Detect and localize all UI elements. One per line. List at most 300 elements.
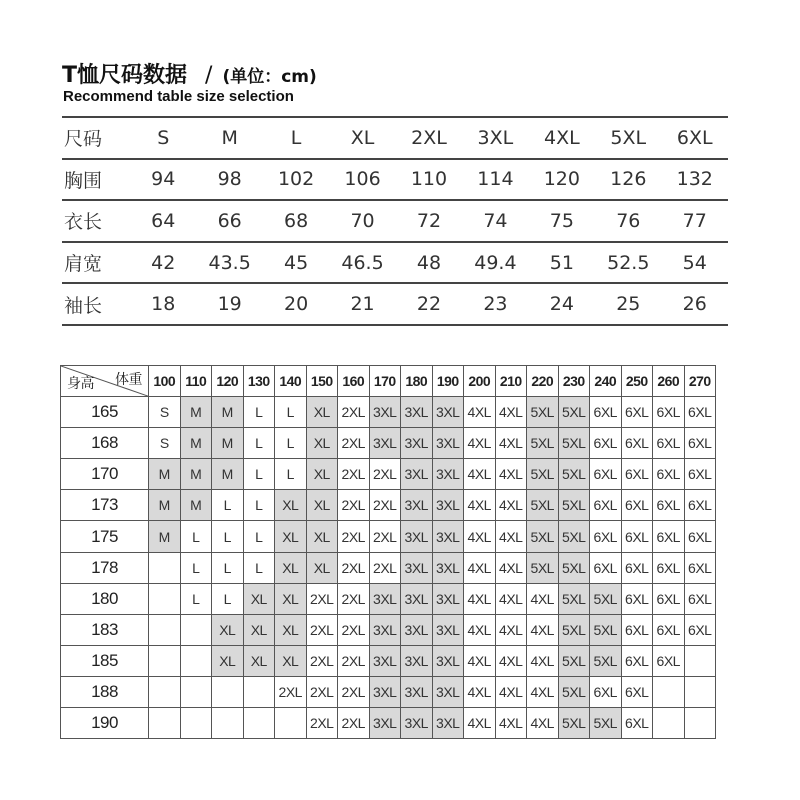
weight-header-cell: 260 [653,366,685,397]
recommended-size-cell: 4XL [527,614,559,645]
height-row [61,428,716,459]
recommended-size-cell: 2XL [369,459,401,490]
recommended-size-cell: L [212,521,244,552]
recommended-size-cell: L [243,397,275,428]
recommended-size-cell: L [275,397,307,428]
size-cell: 23 [462,283,528,325]
recommended-size-cell: 6XL [621,614,653,645]
size-cell: 77 [662,200,729,242]
size-header-cell: 3XL [462,117,528,159]
recommended-size-cell [275,708,307,739]
size-cell: 49.4 [462,242,528,284]
recommended-size-cell: L [212,490,244,521]
height-row [61,397,716,428]
recommended-size-cell: 3XL [369,397,401,428]
recommended-size-cell [149,552,181,583]
recommended-size-cell: 6XL [653,459,685,490]
recommended-size-cell: 6XL [590,490,622,521]
subtitle: Recommend table size selection [63,88,294,105]
recommended-size-cell: 5XL [558,428,590,459]
recommended-size-cell: 3XL [401,583,433,614]
recommended-size-cell: 6XL [621,490,653,521]
recommended-size-cell: L [243,552,275,583]
recommended-size-cell [180,708,212,739]
weight-header-cell: 210 [495,366,527,397]
height-row [61,708,716,739]
size-spec-table [62,116,728,326]
recommended-size-cell: L [275,428,307,459]
size-cell: 64 [130,200,196,242]
height-label: 183 [61,614,149,645]
size-cell: 21 [329,283,395,325]
height-label: 180 [61,583,149,614]
recommended-size-cell: L [180,521,212,552]
recommended-size-cell: M [180,428,212,459]
size-row-label: 衣长 [62,200,130,242]
recommended-size-cell: 2XL [338,552,370,583]
recommended-size-cell: 3XL [432,676,464,707]
recommended-size-cell: 6XL [653,614,685,645]
recommended-size-cell: 6XL [684,552,716,583]
recommended-size-cell: 6XL [684,490,716,521]
recommended-size-cell: 6XL [684,614,716,645]
recommended-size-cell: 4XL [495,708,527,739]
recommended-size-cell [180,614,212,645]
recommended-size-cell: XL [212,614,244,645]
size-header-cell: 5XL [595,117,661,159]
recommended-size-cell: XL [275,552,307,583]
recommended-size-cell: 6XL [653,397,685,428]
recommended-size-cell: XL [212,645,244,676]
height-label: 185 [61,645,149,676]
recommended-size-cell: 3XL [432,490,464,521]
size-header-cell: S [130,117,196,159]
height-label: 168 [61,428,149,459]
size-cell: 75 [529,200,595,242]
recommended-size-cell: 3XL [401,645,433,676]
recommended-size-cell: 2XL [306,645,338,676]
recommended-size-cell: 2XL [338,459,370,490]
weight-header-cell: 130 [243,366,275,397]
size-cell: 22 [396,283,462,325]
recommended-size-cell: 6XL [621,397,653,428]
recommended-size-cell: 6XL [653,428,685,459]
recommended-size-cell: XL [275,645,307,676]
recommended-size-cell: 6XL [590,676,622,707]
recommended-size-cell: 2XL [338,428,370,459]
recommended-size-cell: 6XL [621,521,653,552]
recommended-size-cell: 2XL [338,614,370,645]
size-cell: 98 [196,159,262,201]
recommended-size-cell: 4XL [527,645,559,676]
recommended-size-cell: 6XL [653,490,685,521]
weight-header-cell: 180 [401,366,433,397]
corner-cell [61,366,149,397]
recommended-size-cell: 3XL [432,397,464,428]
height-row [61,521,716,552]
size-header-cell: 2XL [396,117,462,159]
title-text: T恤尺码数据 [62,63,188,88]
recommended-size-cell: XL [306,552,338,583]
recommended-size-cell [180,645,212,676]
recommended-size-cell: 5XL [558,459,590,490]
recommended-size-cell: 3XL [401,428,433,459]
recommended-size-cell: 5XL [590,614,622,645]
recommended-size-cell: 4XL [464,428,496,459]
recommended-size-cell: 5XL [558,490,590,521]
recommended-size-cell: 4XL [464,521,496,552]
size-cell: 106 [329,159,395,201]
recommended-size-cell [149,614,181,645]
recommended-size-cell [149,645,181,676]
size-cell: 110 [396,159,462,201]
recommended-size-cell: 3XL [401,397,433,428]
recommended-size-cell: XL [306,397,338,428]
size-cell: 18 [130,283,196,325]
recommended-size-cell: 4XL [527,676,559,707]
recommended-size-cell: 2XL [369,552,401,583]
size-cell: 74 [462,200,528,242]
height-row [61,645,716,676]
recommended-size-cell: XL [243,614,275,645]
recommended-size-cell: 2XL [306,614,338,645]
recommended-size-cell: M [149,490,181,521]
recommended-size-cell: 4XL [464,614,496,645]
recommended-size-cell: M [149,521,181,552]
size-cell: 132 [662,159,729,201]
recommended-size-cell: 6XL [590,521,622,552]
recommended-size-cell: 5XL [527,459,559,490]
recommended-size-cell: 4XL [495,397,527,428]
recommended-size-cell: 2XL [338,397,370,428]
recommended-size-cell [149,708,181,739]
recommended-size-cell: XL [275,490,307,521]
recommended-size-cell: 3XL [369,583,401,614]
recommended-size-cell: L [212,552,244,583]
recommended-size-cell: 3XL [401,552,433,583]
weight-header-cell: 100 [149,366,181,397]
weight-header-cell: 270 [684,366,716,397]
recommended-size-cell: 3XL [432,645,464,676]
size-cell: 42 [130,242,196,284]
recommended-size-cell: 2XL [306,676,338,707]
size-header-cell: XL [329,117,395,159]
recommended-size-cell: 6XL [621,583,653,614]
recommended-size-cell [212,676,244,707]
weight-header-cell: 200 [464,366,496,397]
recommended-size-cell: 3XL [401,490,433,521]
recommended-size-cell: 2XL [306,708,338,739]
size-cell: 54 [662,242,729,284]
recommended-size-cell: 3XL [369,645,401,676]
page-title [62,58,317,89]
recommended-size-cell: XL [275,614,307,645]
height-label: 178 [61,552,149,583]
recommended-size-cell: L [212,583,244,614]
size-cell: 70 [329,200,395,242]
recommended-size-cell: L [243,428,275,459]
recommended-size-cell: 2XL [338,583,370,614]
weight-header-cell: 140 [275,366,307,397]
recommended-size-cell: 4XL [464,676,496,707]
recommended-size-cell: 3XL [369,708,401,739]
weight-header-cell: 150 [306,366,338,397]
recommended-size-cell: 6XL [684,428,716,459]
size-cell: 72 [396,200,462,242]
recommended-size-cell: 3XL [401,459,433,490]
recommended-size-cell: M [180,490,212,521]
recommended-size-cell: 6XL [684,459,716,490]
recommended-size-cell: 4XL [495,583,527,614]
recommended-size-cell: 6XL [621,428,653,459]
recommended-size-cell: 6XL [621,552,653,583]
recommended-size-cell: 6XL [653,583,685,614]
recommended-size-cell: 5XL [590,583,622,614]
recommended-size-cell: S [149,397,181,428]
recommended-size-cell: 3XL [432,428,464,459]
recommended-size-cell: 5XL [558,397,590,428]
size-cell: 26 [662,283,729,325]
recommended-size-cell [149,676,181,707]
recommended-size-cell: 5XL [590,645,622,676]
recommended-size-cell: 3XL [369,428,401,459]
recommended-size-cell: 5XL [558,521,590,552]
recommended-size-cell: 4XL [464,583,496,614]
size-cell: 102 [263,159,329,201]
size-recommendation-table [60,365,716,739]
recommended-size-cell: L [180,552,212,583]
recommended-size-cell: 2XL [338,676,370,707]
height-label: 190 [61,708,149,739]
recommended-size-cell: 3XL [432,583,464,614]
recommended-size-cell: 6XL [621,459,653,490]
recommended-size-cell: 5XL [558,614,590,645]
recommended-size-cell: 5XL [527,490,559,521]
height-row [61,552,716,583]
recommended-size-cell: 6XL [684,397,716,428]
recommended-size-cell: 6XL [590,552,622,583]
size-cell: 25 [595,283,661,325]
recommended-size-cell [243,676,275,707]
weight-header-cell: 250 [621,366,653,397]
recommended-size-cell: 6XL [590,459,622,490]
recommended-size-cell: 6XL [653,552,685,583]
size-cell: 43.5 [196,242,262,284]
recommended-size-cell: XL [275,521,307,552]
height-row [61,614,716,645]
recommended-size-cell: 6XL [653,645,685,676]
height-label: 175 [61,521,149,552]
recommended-size-cell: 4XL [464,552,496,583]
recommended-size-cell: 2XL [338,521,370,552]
recommended-size-cell: 5XL [590,708,622,739]
height-label: 173 [61,490,149,521]
unit-label: (单位：cm) [222,67,317,87]
recommended-size-cell: 3XL [401,676,433,707]
recommended-size-cell: XL [306,490,338,521]
recommended-size-cell: 3XL [432,552,464,583]
recommended-size-cell: 6XL [653,521,685,552]
weight-header-cell: 230 [558,366,590,397]
recommended-size-cell: 4XL [495,428,527,459]
size-row-label: 胸围 [62,159,130,201]
recommended-size-cell: 4XL [464,708,496,739]
recommended-size-cell: 5XL [527,397,559,428]
recommended-size-cell [684,645,716,676]
recommended-size-cell: 6XL [590,397,622,428]
recommended-size-cell [243,708,275,739]
recommended-size-cell: M [212,428,244,459]
recommended-size-cell: L [243,490,275,521]
recommended-size-cell: M [149,459,181,490]
size-cell: 52.5 [595,242,661,284]
recommended-size-cell: 6XL [621,645,653,676]
recommended-size-cell: L [243,521,275,552]
recommended-size-cell: 4XL [527,708,559,739]
recommended-size-cell: 5XL [558,708,590,739]
recommended-size-cell: 5XL [527,552,559,583]
height-row [61,459,716,490]
title-slash: / [205,63,213,88]
recommended-size-cell: 4XL [464,490,496,521]
recommended-size-cell: 4XL [464,459,496,490]
weight-header-cell: 240 [590,366,622,397]
size-cell: 20 [263,283,329,325]
size-cell: 66 [196,200,262,242]
size-header-cell: 6XL [662,117,729,159]
height-label: 165 [61,397,149,428]
size-cell: 24 [529,283,595,325]
recommended-size-cell: 6XL [684,521,716,552]
recommended-size-cell: 4XL [495,490,527,521]
recommended-size-cell: 4XL [464,645,496,676]
recommended-size-cell: 6XL [621,708,653,739]
weight-header-cell: 170 [369,366,401,397]
recommended-size-cell: 3XL [432,614,464,645]
recommended-size-cell: 2XL [306,583,338,614]
recommended-size-cell: 2XL [369,490,401,521]
recommended-size-cell: 6XL [590,428,622,459]
size-cell: 48 [396,242,462,284]
size-cell: 68 [263,200,329,242]
recommended-size-cell: 6XL [684,583,716,614]
recommended-size-cell: 4XL [527,583,559,614]
height-label: 188 [61,676,149,707]
recommended-size-cell: 2XL [338,645,370,676]
size-header-label: 尺码 [62,117,130,159]
size-header-row [62,117,728,159]
size-cell: 19 [196,283,262,325]
recommended-size-cell: 5XL [527,521,559,552]
recommended-size-cell: 4XL [495,552,527,583]
weight-header-cell: 110 [180,366,212,397]
size-cell: 94 [130,159,196,201]
recommended-size-cell: M [180,459,212,490]
recommended-size-cell: XL [243,583,275,614]
recommended-size-cell: 2XL [369,521,401,552]
size-cell: 46.5 [329,242,395,284]
recommended-size-cell: L [243,459,275,490]
size-row [62,283,728,325]
height-row [61,583,716,614]
recommended-size-cell [180,676,212,707]
height-row [61,676,716,707]
height-label: 170 [61,459,149,490]
size-row-label: 肩宽 [62,242,130,284]
weight-header-row [61,366,716,397]
recommended-size-cell: 4XL [495,614,527,645]
recommended-size-cell: 5XL [558,645,590,676]
weight-header-cell: 220 [527,366,559,397]
size-cell: 114 [462,159,528,201]
height-row [61,490,716,521]
recommended-size-cell: 5XL [558,676,590,707]
recommended-size-cell: 3XL [401,521,433,552]
recommended-size-cell: 2XL [275,676,307,707]
recommended-size-cell [149,583,181,614]
recommended-size-cell: XL [306,459,338,490]
recommended-size-cell [684,676,716,707]
weight-header-cell: 160 [338,366,370,397]
size-row [62,242,728,284]
recommended-size-cell: 4XL [495,676,527,707]
size-row [62,200,728,242]
recommended-size-cell: 3XL [369,614,401,645]
weight-header-cell: 190 [432,366,464,397]
recommended-size-cell [212,708,244,739]
recommended-size-cell [653,708,685,739]
recommended-size-cell: 2XL [338,708,370,739]
recommended-size-cell: 2XL [338,490,370,521]
recommended-size-cell: 5XL [527,428,559,459]
size-cell: 51 [529,242,595,284]
recommended-size-cell: L [180,583,212,614]
weight-axis-label: 体重 [115,371,142,387]
recommended-size-cell: 3XL [401,614,433,645]
recommended-size-cell: 4XL [464,397,496,428]
recommended-size-cell [684,708,716,739]
recommended-size-cell: XL [306,521,338,552]
size-row [62,159,728,201]
recommended-size-cell: XL [306,428,338,459]
height-axis-label: 身高 [67,375,94,392]
recommended-size-cell: 4XL [495,521,527,552]
size-cell: 76 [595,200,661,242]
recommended-size-cell: 3XL [369,676,401,707]
recommended-size-cell: M [180,397,212,428]
recommended-size-cell: 3XL [432,459,464,490]
size-header-cell: 4XL [529,117,595,159]
recommended-size-cell: M [212,459,244,490]
size-row-label: 袖长 [62,283,130,325]
recommended-size-cell: L [275,459,307,490]
size-cell: 126 [595,159,661,201]
recommended-size-cell: XL [243,645,275,676]
recommended-size-cell: M [212,397,244,428]
weight-header-cell: 120 [212,366,244,397]
size-cell: 45 [263,242,329,284]
recommended-size-cell: 3XL [432,521,464,552]
recommended-size-cell: XL [275,583,307,614]
recommended-size-cell: 3XL [432,708,464,739]
recommended-size-cell: S [149,428,181,459]
recommended-size-cell: 4XL [495,459,527,490]
size-header-cell: M [196,117,262,159]
size-header-cell: L [263,117,329,159]
recommended-size-cell [653,676,685,707]
recommended-size-cell: 5XL [558,552,590,583]
recommended-size-cell: 5XL [558,583,590,614]
